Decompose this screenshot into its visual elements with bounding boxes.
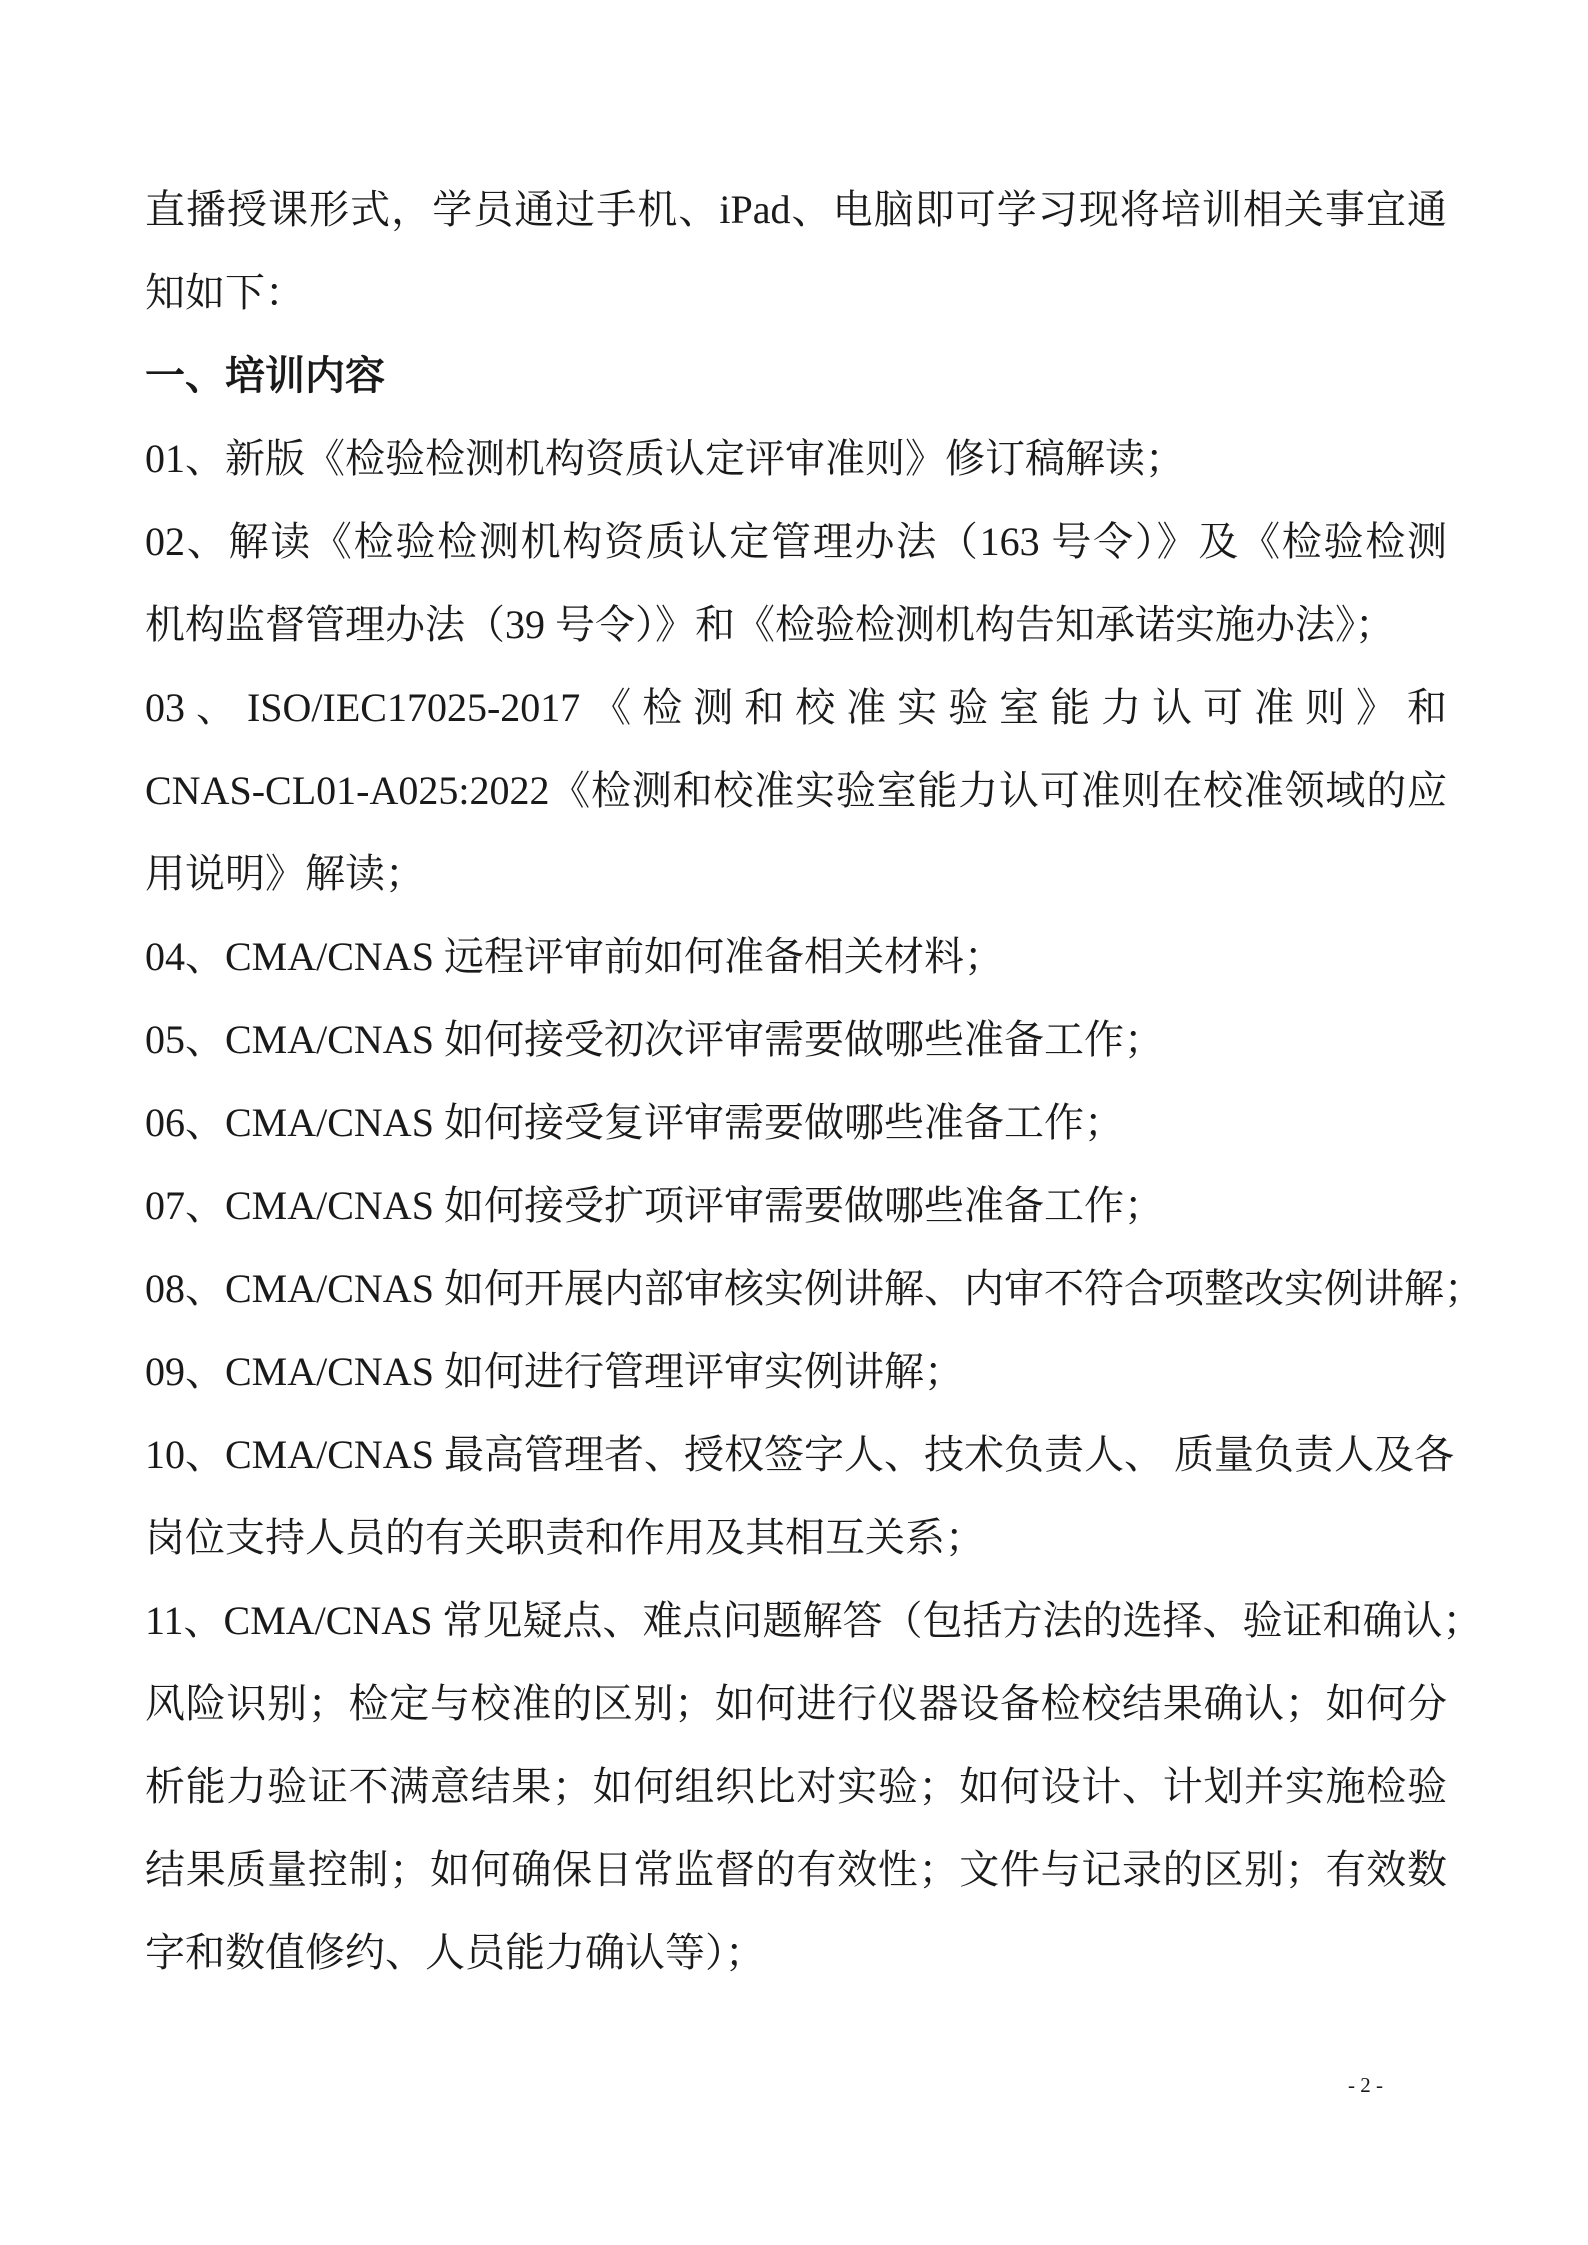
body-text-line: 07、CMA/CNAS 如何接受扩项评审需要做哪些准备工作；: [145, 1183, 1164, 1228]
body-text-line: 岗位支持人员的有关职责和作用及其相互关系；: [145, 1515, 985, 1560]
body-text-line: 用说明》解读；: [145, 851, 425, 896]
section-heading: 一、培训内容: [145, 353, 385, 398]
body-text-line: 04、CMA/CNAS 远程评审前如何准备相关材料；: [145, 934, 1004, 979]
body-text-line: 知如下：: [145, 270, 305, 315]
body-text-line: 结果质量控制；如何确保日常监督的有效性；文件与记录的区别；有效数: [145, 1847, 1447, 1892]
body-text-line: 10、CMA/CNAS 最高管理者、授权签字人、技术负责人、 质量负责人及各: [145, 1432, 1454, 1477]
body-text-line: 01、新版《检验检测机构资质认定评审准则》修订稿解读；: [145, 436, 1185, 481]
body-text-line: 机构监督管理办法（39 号令）》和《检验检测机构告知承诺实施办法》；: [145, 602, 1395, 647]
body-text-line: 03、ISO/IEC17025-2017《检测和校准实验室能力认可准则》和: [145, 685, 1447, 730]
body-text-line: 05、CMA/CNAS 如何接受初次评审需要做哪些准备工作；: [145, 1017, 1164, 1062]
body-text-line: 析能力验证不满意结果；如何组织比对实验；如何设计、计划并实施检验: [145, 1764, 1447, 1809]
body-text-line: 08、CMA/CNAS 如何开展内部审核实例讲解、内审不符合项整改实例讲解；: [145, 1266, 1484, 1311]
document-body: [145, 168, 1484, 1994]
body-text-line: 11、CMA/CNAS 常见疑点、难点问题解答（包括方法的选择、验证和确认；: [145, 1598, 1483, 1643]
body-text-line: 字和数值修约、人员能力确认等）；: [145, 1930, 765, 1975]
body-text-line: 09、CMA/CNAS 如何进行管理评审实例讲解；: [145, 1349, 964, 1394]
body-text-line: 06、CMA/CNAS 如何接受复评审需要做哪些准备工作；: [145, 1100, 1124, 1145]
body-text-line: CNAS-CL01-A025:2022《检测和校准实验室能力认可准则在校准领域的应: [145, 768, 1447, 813]
page-number: - 2 -: [1348, 2073, 1383, 2097]
body-text-line: 02、解读《检验检测机构资质认定管理办法（163 号令）》及《检验检测: [145, 519, 1447, 564]
body-text-line: 风险识别；检定与校准的区别；如何进行仪器设备检校结果确认；如何分: [145, 1681, 1447, 1726]
body-text-line: 直播授课形式，学员通过手机、iPad、电脑即可学习现将培训相关事宜通: [145, 187, 1447, 232]
